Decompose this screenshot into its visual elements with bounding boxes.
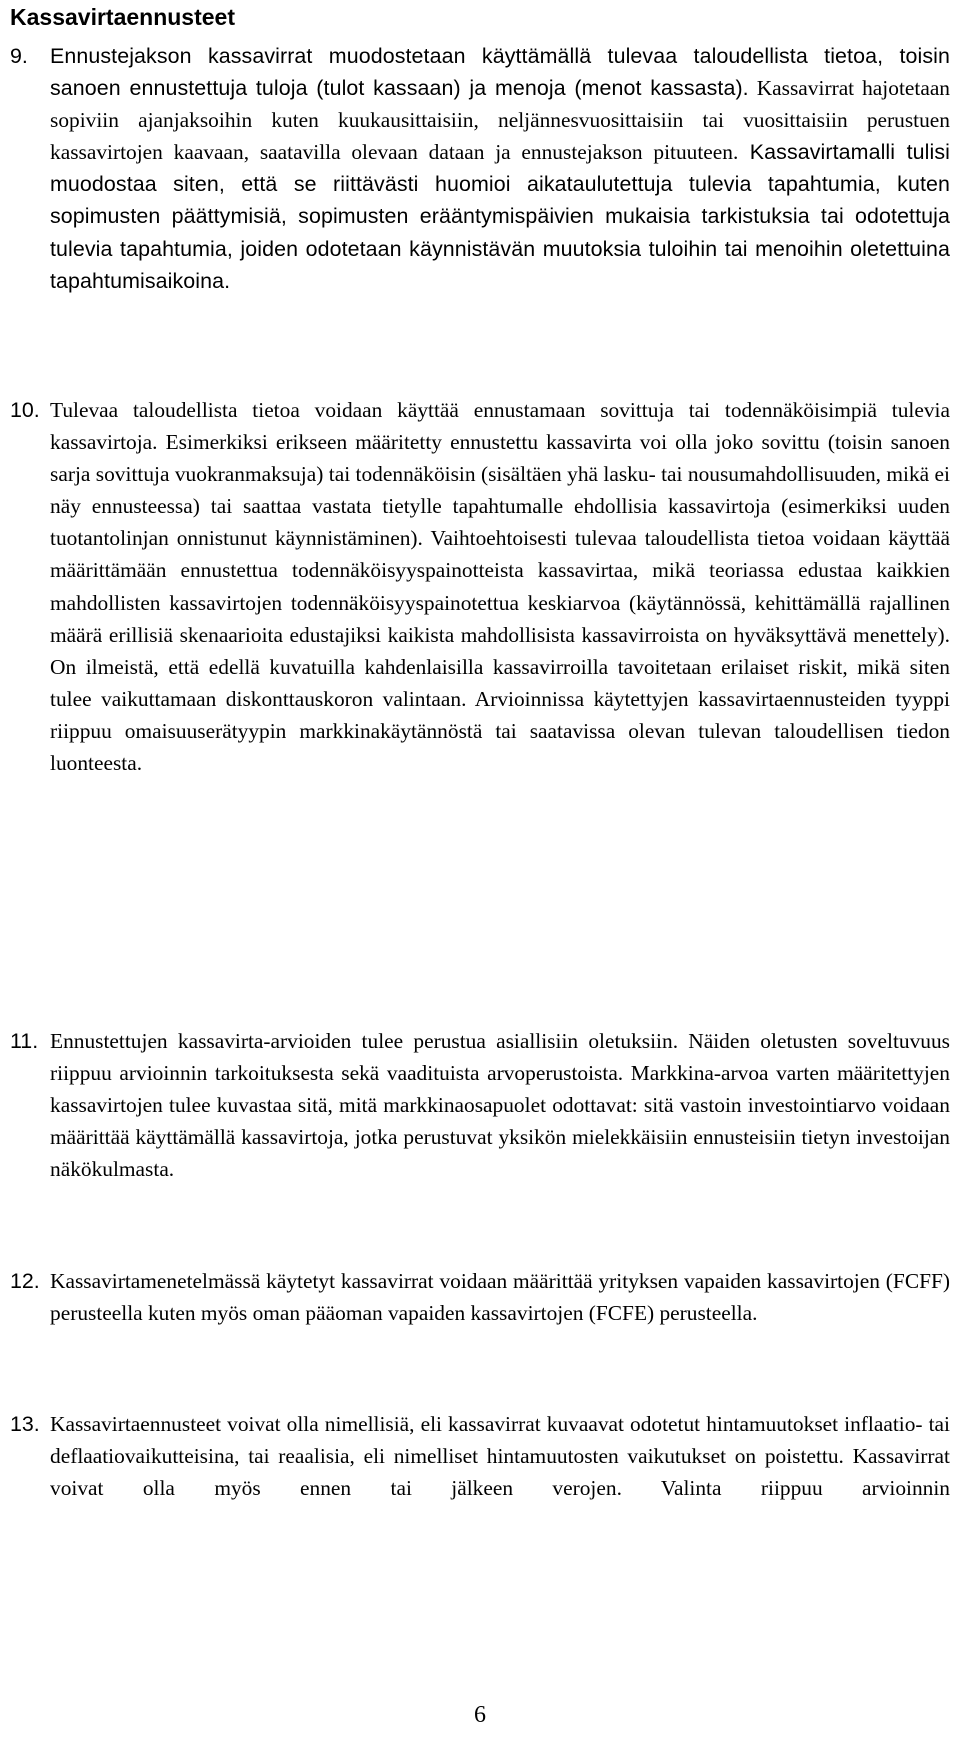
paragraph-text [50,40,950,297]
paragraph-segment: Ennustejakson kassavirrat muodostetaan käyttämällä tulevaa taloudellista tietoa, toisin sanoen ennustettuja tuloja (tulot kassaan) ja menoja (menot kassasta). [50,44,950,101]
paragraph-text [50,1025,950,1185]
paragraph-10 [10,394,950,779]
paragraph-segment: Ennustettujen kassavirta-arvioiden tulee perustua asiallisiin oletuksiin. Näiden oletusten soveltuvuus riippuu arvioinnin tarkoituksesta sekä vaadituista arvoperustoista. Markkina-arvoa varten määritettyjen kassavirtojen tulee kuvastaa sitä, mitä markkinaosapuolet odottavat: sitä vastoin investointiarvo voidaan määrittää käyttämällä kassavirtoja, jotka perustuvat yksikön mielekkäisiin ennusteisiin tietyn investoijan näkökulmasta. [50,1029,950,1182]
page-number: 6 [474,1702,486,1728]
paragraph-segment: Kassavirrat hajotetaan sopiviin ajanjaksoihin kuten kuukausittaisiin, neljännesvuosittaisiin tai vuosittaisiin perustuen kassavirtojen kaavaan, saatavilla olevaan dataan ja ennustejakson pituuteen. [50,76,951,165]
paragraph-11 [10,1025,950,1185]
paragraph-number: 9. [10,44,28,68]
paragraph-number: 10. [10,398,40,422]
paragraph-segment: Kassavirtaennusteet voivat olla nimellisiä, eli kassavirrat kuvaavat odotetut hintamuutokset inflaatio- tai deflaatiovaikutteisina, tai reaalisia, eli nimelliset hintamuutosten vaikutukset on poistettu. Kassavirrat voivat olla myös ennen tai jälkeen verojen. Valinta riippuu arvioinnin [50,1412,950,1501]
paragraph-number: 11. [10,1029,39,1053]
section-heading: Kassavirtaennusteet [10,4,235,30]
paragraph-text [50,1265,950,1329]
paragraph-number: 13. [10,1412,40,1436]
paragraph-segment: Tulevaa taloudellista tietoa voidaan käyttää ennustamaan sovittuja tai todennäköisimpiä tulevia kassavirtoja. Esimerkiksi erikseen määritetty ennustettu kassavirta voi olla joko sovittu (toisin sanoen sarja sovittuja vuokranmaksuja) tai todennäköisin (sisältäen yhä lasku- tai nousumahdollisuuden, mikä ei näy ennusteessa) tai saattaa vastata tietylle tapahtumalle ehdollisia kassavirtoja (esimerkiksi uuden tuotantolinjan onnistunut käynnistäminen). Vaihtoehtoisesti tulevaa taloudellista tietoa voidaan käyttää määrittämään ennustettua todennäköisyyspainotteista kassavirtaa, mikä teoriassa edustaa kaikkien mahdollisten kassavirtojen todennäköisyyspainotettua keskiarvoa (käytännössä, kehittämällä rajallinen määrä erillisiä skenaarioita edustajiksi kaikista mahdollisista kassavirroista on hyväksyttävä menettely). On ilmeistä, että edellä kuvatuilla kahdenlaisilla kassavirroilla tavoitetaan erilaiset riskit, mikä siten tulee vaikuttamaan diskonttauskoron valintaan. Arvioinnissa käytettyjen kassavirtaennusteiden tyyppi riippuu omaisuuserätyypin markkinakäytännöstä tai saatavissa olevan tulevan taloudellisen tiedon luonteesta. [50,398,950,776]
paragraph-12 [10,1265,950,1329]
paragraph-text [50,394,950,779]
paragraph-text [50,1408,950,1504]
paragraph-number: 12. [10,1269,40,1293]
paragraph-segment: Kassavirtamalli tulisi muodostaa siten, että se riittävästi huomioi aikataulutettuja tulevia tapahtumia, kuten sopimusten päättymisiä, sopimusten erääntymispäivien mukaisia tarkistuksia tai odotettuja tulevia tapahtumia, joiden odotetaan käynnistävän muutoksia tuloihin tai menoihin oletettuina tapahtumisaikoina. [50,140,950,293]
paragraph-13 [10,1408,950,1504]
paragraph-segment: Kassavirtamenetelmässä käytetyt kassavirrat voidaan määrittää yrityksen vapaiden kassavirtojen (FCFF) perusteella kuten myös oman pääoman vapaiden kassavirtojen (FCFE) perusteella. [50,1269,950,1326]
paragraph-9 [10,40,950,297]
